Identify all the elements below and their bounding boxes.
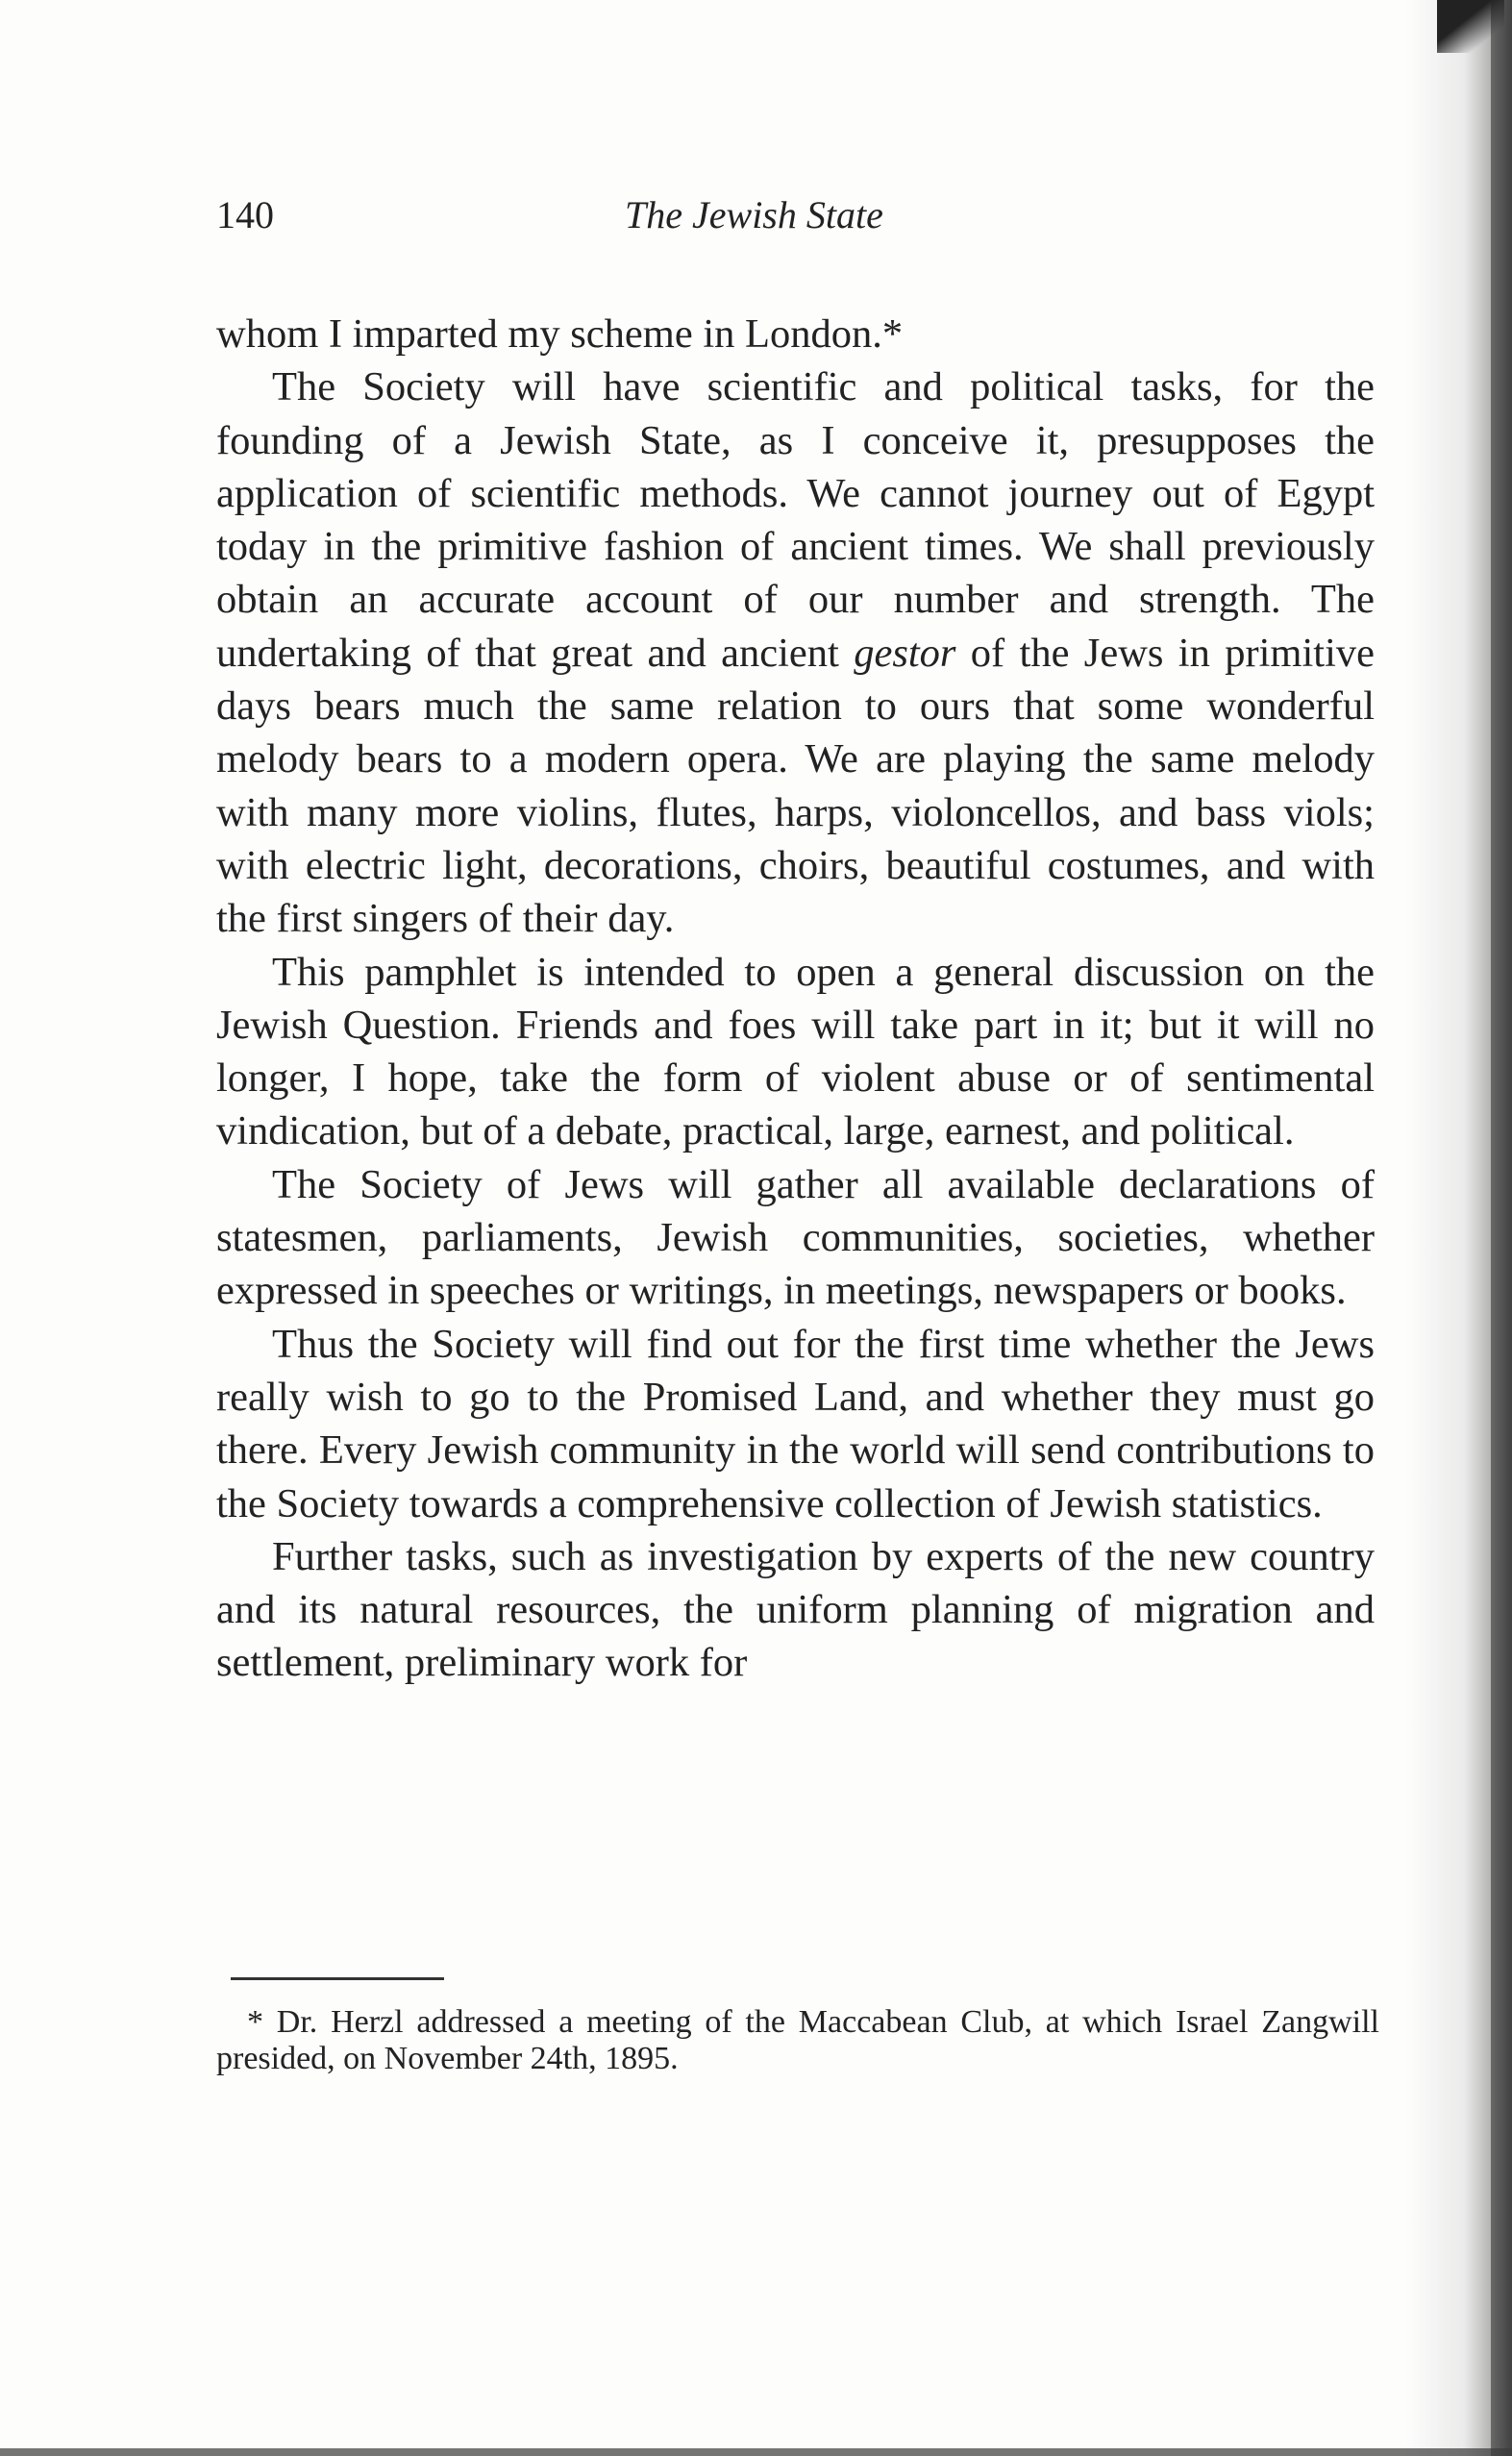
paragraph-2-italic: gestor <box>854 630 956 676</box>
paragraph-3: This pamphlet is intended to open a general discussion on the Jewish Question. Friends and foes will take part in it; but it will no longer, I hope, take the form of violent abuse or of sentimental vindication, but of a debate, practical, large, earnest, and political. <box>216 949 1375 1154</box>
paragraph-2-rest: of the Jews in primitive days bears much the same relation to ours that some wonderful melody bears to a modern opera. We are playing the same melody with many more violins, flutes, harps, violoncellos, and bass viols; with electric light, decorations, choirs, beautiful costumes, and with the first singers of their day. <box>216 630 1375 942</box>
page-edge-dark <box>1491 0 1512 2456</box>
paragraph-2 <box>216 360 1375 945</box>
body-text <box>216 308 1375 1690</box>
scan-corner-mark <box>1437 0 1504 53</box>
page-header <box>216 192 1399 250</box>
paragraph-5: Thus the Society will find out for the first time whether the Jews really wish to go to the Promised Land, and whether they must go there. Every Jewish community in the world will send contributions to the Society towards a comprehensive collection of Jewish statistics. <box>216 1321 1375 1526</box>
footnote-rule <box>231 1977 444 1980</box>
paragraph-2-text: The Society will have scientific and political tasks, for the founding of a Jewish State, as I conceive it, presupposes the application of scientific methods. We cannot journey out of Egypt today in the primitive fashion of ancient times. We shall previously obtain an accurate account of our number and strength. The undertaking of that great and ancient <box>216 364 1375 676</box>
footnote: * Dr. Herzl addressed a meeting of the Maccabean Club, at which Israel Zangwill presided, on November 24th, 1895. <box>216 2004 1379 2076</box>
page-number: 140 <box>216 193 274 236</box>
paragraph-4: The Society of Jews will gather all available declarations of statesmen, parliaments, Jewish communities, societies, whether expressed in speeches or writings, in meetings, newspapers or books. <box>216 1161 1375 1314</box>
paragraph-1: whom I imparted my scheme in London.* <box>216 311 904 357</box>
page-bottom-edge <box>0 2448 1512 2456</box>
running-title: The Jewish State <box>625 193 883 236</box>
paragraph-6: Further tasks, such as investigation by experts of the new country and its natural resources, the uniform planning of migration and settlement, preliminary work for <box>216 1533 1375 1686</box>
